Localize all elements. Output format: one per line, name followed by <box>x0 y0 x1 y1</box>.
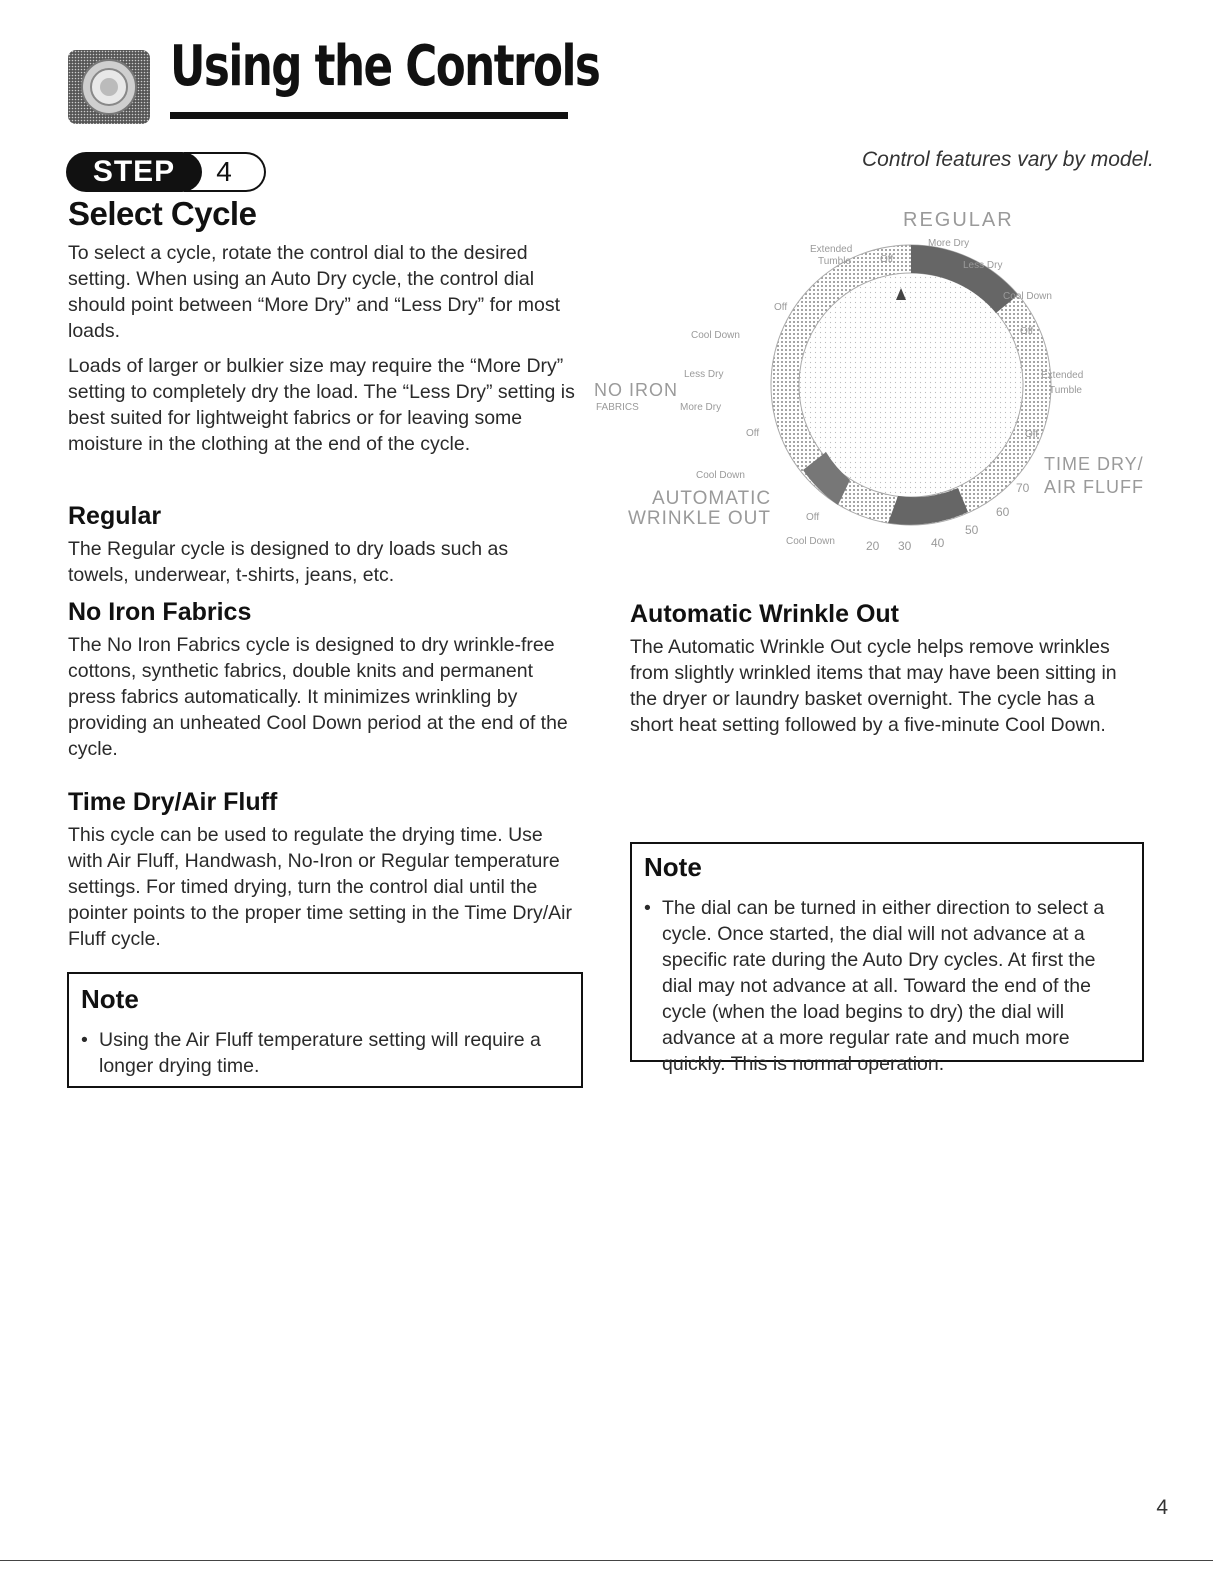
dial-label: REGULAR <box>903 209 1014 231</box>
dial-label: Cool Down <box>696 470 745 481</box>
note-list <box>81 1027 567 1079</box>
note-box-right <box>630 842 1144 1075</box>
step-label: STEP <box>66 152 202 192</box>
dial-label: 60 <box>996 505 1010 519</box>
auto-wrinkle-heading: Automatic Wrinkle Out <box>630 600 900 628</box>
note-title: Note <box>644 852 702 882</box>
note-item: • Using the Air Fluff temperature setting will require a longer drying time. <box>81 1027 567 1079</box>
note-item: • The dial can be turned in either direction to select a cycle. Once started, the dial will not advance at a specific rate during the Auto Dry cycles. At first the dial may not advance at all. Toward the end of the cycle (when the load begins to dry) the dial will advance at a more regular rate and much more quickly. This is normal operation. <box>644 895 1128 1077</box>
regular-text: The Regular cycle is designed to dry loads such as towels, underwear, t-shirts, jeans, etc. <box>68 538 509 586</box>
dial-label: AIR FLUFF <box>1044 477 1145 497</box>
time-dry-text: This cycle can be used to regulate the drying time. Use with Air Fluff, Handwash, No-Iron or Regular temperature settings. For timed drying, turn the control dial until the pointer points to the proper time setting in the Time Dry/Air Fluff cycle. <box>68 824 572 950</box>
no-iron-heading: No Iron Fabrics <box>68 598 252 626</box>
control-dial-illustration <box>588 200 1168 570</box>
dial-label: 70 <box>1016 481 1030 495</box>
dial-label: Less Dry <box>963 260 1003 271</box>
page-number: 4 <box>1156 1496 1168 1519</box>
note-box-left <box>67 972 583 1088</box>
note-title: Note <box>81 984 139 1014</box>
select-cycle-paragraph: Loads of larger or bulkier size may require the “More Dry” setting to completely dry the load. The “Less Dry” setting is best suited for lightweight fabrics or for leaving some moisture in the clothing at the end of the cycle. <box>68 355 575 455</box>
dial-label: 30 <box>898 539 912 553</box>
dial-label: More Dry <box>680 402 722 413</box>
dial-label: Off <box>774 302 788 313</box>
dial-label: FABRICS <box>596 402 639 413</box>
dial-label: 40 <box>931 536 945 550</box>
control-features-caption: Control features vary by model. <box>862 148 1154 171</box>
dial-label: TIME DRY/ <box>1044 454 1144 474</box>
select-cycle-text <box>68 240 578 457</box>
dial-label: Less Dry <box>684 369 724 380</box>
dial-label: Extended <box>1041 370 1084 381</box>
auto-wrinkle-text: The Automatic Wrinkle Out cycle helps remove wrinkles from slightly wrinkled items that may have been sitting in the dryer or laundry basket overnight. The cycle has a short heat setting followed by a five-minute Cool Down. <box>630 636 1117 736</box>
dial-icon <box>68 50 150 124</box>
dial-label: More Dry <box>928 238 970 249</box>
page-title: Using the Controls <box>170 34 600 99</box>
dial-label: Cool Down <box>1003 291 1052 302</box>
select-cycle-paragraph: To select a cycle, rotate the control dial to the desired setting. When using an Auto Dry cycle, the control dial should point between “More Dry” and “Less Dry” for most loads. <box>68 242 561 342</box>
dial-label: AUTOMATIC <box>652 488 772 509</box>
dial-label: Off <box>880 254 894 265</box>
dial-label: Off <box>1020 326 1034 337</box>
time-dry-heading: Time Dry/Air Fluff <box>68 788 278 816</box>
regular-heading: Regular <box>68 502 162 530</box>
no-iron-text: The No Iron Fabrics cycle is designed to dry wrinkle-free cottons, synthetic fabrics, double knits and permanent press fabrics automatically. It minimizes wrinkling by providing an unheated Cool Down period at the end of the cycle. <box>68 634 568 760</box>
footer-rule <box>0 1560 1213 1561</box>
dial-label: Extended <box>810 244 853 255</box>
dial-label: Off <box>746 428 760 439</box>
dial-label: Cool Down <box>691 330 740 341</box>
select-cycle-heading: Select Cycle <box>68 195 257 232</box>
dial-label: Tumble <box>818 256 851 267</box>
dial-label: NO IRON <box>594 380 679 400</box>
dial-label: Tumble <box>1049 385 1082 396</box>
dial-label: WRINKLE OUT <box>628 508 771 529</box>
title-underline <box>170 112 568 119</box>
step-indicator <box>66 152 266 192</box>
dial-label: 50 <box>965 523 979 537</box>
dial-label: Cool Down <box>786 536 835 547</box>
dial-label: Off <box>1025 429 1039 440</box>
note-list <box>644 895 1128 1077</box>
step-number: 4 <box>184 152 266 192</box>
dial-label: Off <box>806 512 820 523</box>
dial-label: 20 <box>866 539 880 553</box>
